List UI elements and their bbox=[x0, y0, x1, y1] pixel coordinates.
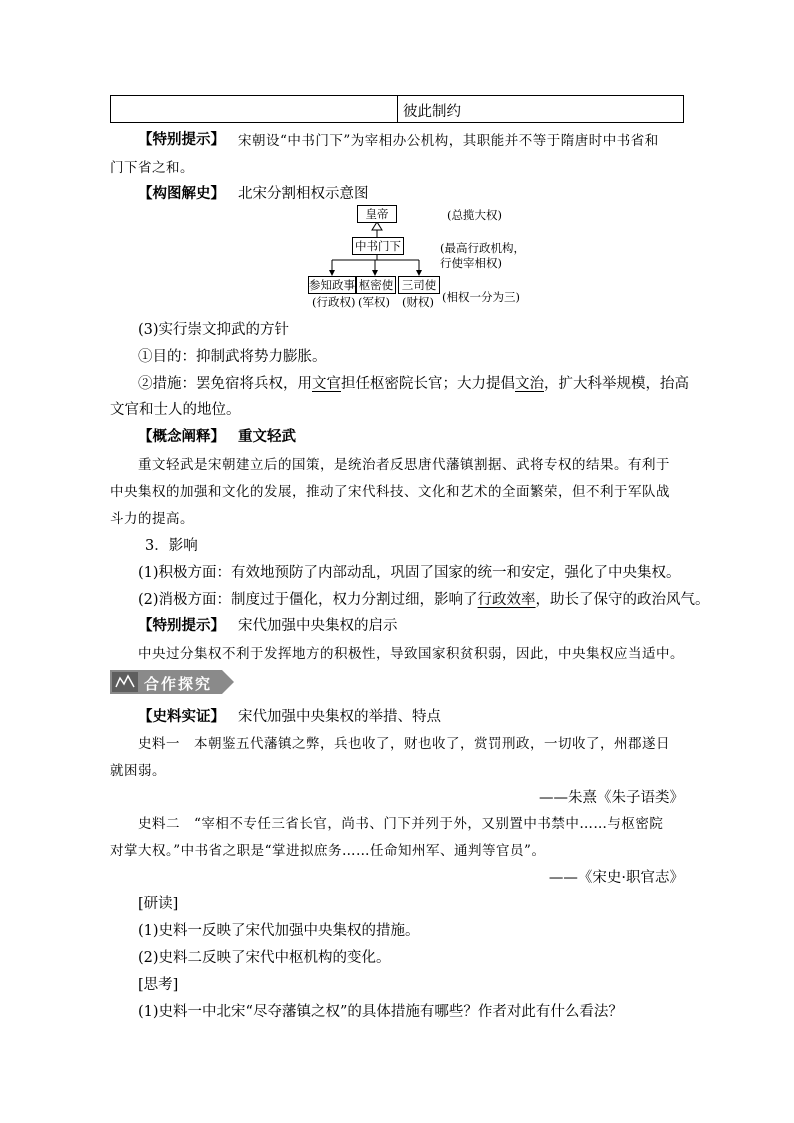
tip2-title: 宋代加强中央集权的启示 bbox=[238, 618, 398, 634]
measures-text-c: ，扩大科举规模，抬高 bbox=[544, 376, 689, 392]
canzhi-power: (行政权) bbox=[312, 295, 356, 309]
zhongshu-box: 中书门下 bbox=[352, 237, 404, 255]
think-heading: [思考] bbox=[138, 977, 179, 993]
concept-title: 重文轻武 bbox=[238, 428, 296, 445]
concept-label: 【概念阐释】 bbox=[138, 428, 225, 445]
table-cell-text: 彼此制约 bbox=[403, 104, 461, 120]
study-heading: [研读] bbox=[138, 896, 179, 912]
concept-line3: 斗力的提高。 bbox=[110, 511, 194, 527]
tip2-label: 【特别提示】 bbox=[138, 617, 225, 634]
measures-underline-1: 文官 bbox=[312, 376, 341, 392]
concept-line2: 中央集权的加强和文化的发展，推动了宋代科技、文化和艺术的全面繁荣，但不利于军队战 bbox=[110, 484, 670, 500]
study-item1: (1)史料一反映了宋代加强中央集权的措施。 bbox=[138, 923, 420, 939]
emperor-note: (总揽大权) bbox=[447, 208, 502, 222]
negative-underline: 行政效率 bbox=[477, 592, 536, 608]
split-note: (相权一分为三) bbox=[442, 290, 520, 304]
figure-title: 北宋分割相权示意图 bbox=[238, 186, 369, 202]
impact-negative bbox=[138, 588, 710, 609]
shumi-power: (军权) bbox=[358, 295, 390, 309]
source1-line2: 就困弱。 bbox=[110, 763, 166, 779]
tip1-text-line2: 门下省之和。 bbox=[110, 160, 194, 176]
point3-purpose: ①目的：抑制武将势力膨胀。 bbox=[138, 349, 327, 365]
sansi-box: 三司使 bbox=[398, 276, 440, 294]
source2-citation: ——《宋史·职官志》 bbox=[548, 870, 684, 886]
impact-positive: (1)积极方面：有效地预防了内部动乱，巩固了国家的统一和安定，强化了中央集权。 bbox=[138, 565, 681, 581]
evidence-label: 【史料实证】 bbox=[138, 708, 225, 725]
source1-citation: ——朱熹《朱子语类》 bbox=[539, 790, 684, 806]
shumi-box: 枢密使 bbox=[356, 276, 396, 294]
measures-text-b: 担任枢密院长官；大力提倡 bbox=[341, 376, 515, 392]
table-fragment bbox=[110, 95, 684, 123]
evidence-title: 宋代加强中央集权的举措、特点 bbox=[238, 709, 441, 725]
concept-line1: 重文轻武是宋朝建立后的国策，是统治者反思唐代藩镇割据、武将专权的结果。有利于 bbox=[138, 457, 670, 473]
study-item2: (2)史料二反映了宋代中枢机构的变化。 bbox=[138, 950, 391, 966]
section-banner bbox=[110, 670, 234, 694]
sansi-power: (财权) bbox=[402, 295, 434, 309]
point3-measures-line2: 文官和士人的地位。 bbox=[110, 402, 241, 418]
measures-underline-2: 文治 bbox=[515, 376, 544, 392]
source1-line1: 史料一 本朝鉴五代藩镇之弊，兵也收了，财也收了，赏罚刑政，一切收了，州郡遂日 bbox=[138, 736, 670, 752]
impact-heading: 3．影响 bbox=[145, 538, 198, 554]
measures-text-a: ②措施：罢免宿将兵权，用 bbox=[138, 376, 312, 392]
negative-text-a: (2)消极方面：制度过于僵化，权力分割过细，影响了 bbox=[138, 592, 478, 608]
table-divider bbox=[397, 96, 398, 122]
tip1-label: 【特别提示】 bbox=[138, 131, 225, 148]
source2-line1: 史料二 “宰相不专任三省长官，尚书、门下并列于外，又别置中书禁中……与枢密院 bbox=[138, 816, 664, 832]
think-item1: (1)史料一中北宋“尽夺藩镇之权”的具体措施有哪些？作者对此有什么看法？ bbox=[138, 1004, 623, 1020]
canzhi-box: 参知政事 bbox=[309, 278, 355, 292]
zhongshu-note-line1: (最高行政机构， bbox=[440, 241, 525, 255]
point3-heading: (3)实行崇文抑武的方针 bbox=[138, 322, 290, 338]
point3-measures bbox=[138, 372, 689, 393]
source2-line2: 对掌大权。”中书省之职是“掌进拟庶务……任命知州军、通判等官员”。 bbox=[110, 843, 546, 859]
tip2-text: 中央过分集权不利于发挥地方的积极性，导致国家积贫积弱，因此，中央集权应当适中。 bbox=[138, 646, 684, 662]
negative-text-b: ，助长了保守的政治风气。 bbox=[535, 592, 710, 608]
zhongshu-note-line2: 行使宰相权) bbox=[440, 256, 502, 270]
figure-label: 【构图解史】 bbox=[138, 185, 225, 202]
tip1-text-line1: 宋朝设“中书门下”为宰相办公机构，其职能并不等于隋唐时中书省和 bbox=[238, 133, 659, 149]
banner-text: 合作探究 bbox=[144, 675, 213, 693]
emperor-box: 皇帝 bbox=[357, 205, 397, 223]
